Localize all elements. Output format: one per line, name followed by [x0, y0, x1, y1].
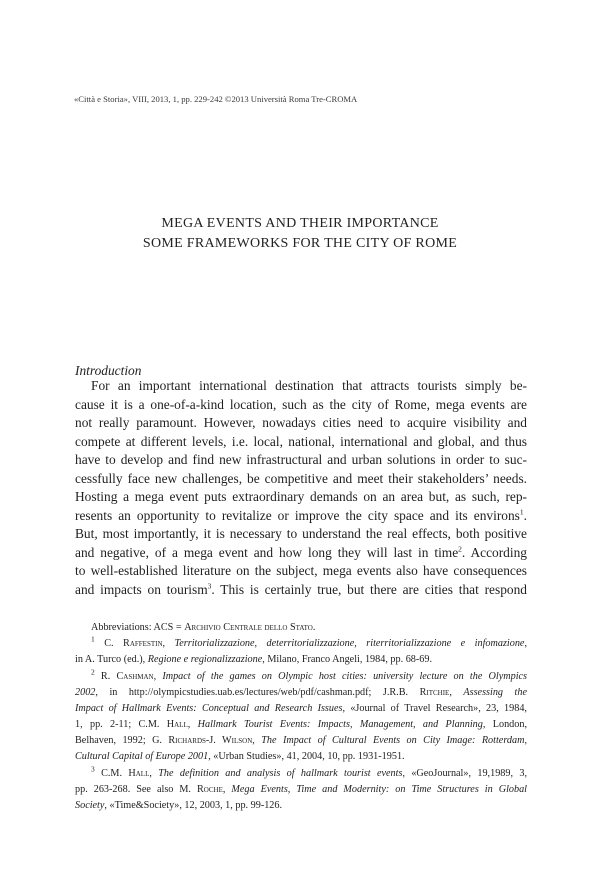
fn-title: Regione e regionalizzazione — [147, 654, 263, 665]
fn-title: Cultural Capital of Europe 2001 — [75, 751, 209, 762]
fn-author: Raffestin — [123, 638, 163, 649]
body-text: . — [523, 507, 527, 523]
fn-text: , — [524, 638, 527, 649]
journal-citation: «Città e Storia», VIII, 2013, 1, pp. 229-242 ©2013 Università Roma Tre-CROMA — [74, 94, 358, 104]
footnote-3-cont — [75, 782, 527, 798]
body-text: and negative, of a mega event and how long they will last in time — [75, 544, 459, 560]
footnote-2-cont — [75, 717, 527, 733]
fn-text: Belhaven, 1992; G. — [75, 735, 169, 746]
fn-title: Assessing the — [463, 687, 527, 698]
fn-author: Cashman — [116, 671, 154, 682]
fn-text: , Milano, Franco Angeli, 1984, pp. 68-69. — [262, 654, 433, 665]
footnote-2-cont — [75, 749, 527, 765]
fn-title: Society — [75, 800, 105, 811]
body-line — [75, 581, 527, 600]
fn-text: , «Time&Society», 12, 2003, 1, pp. 99-126. — [104, 800, 283, 811]
body-line — [75, 507, 527, 526]
fn-text: , London, — [482, 719, 527, 730]
fn-text: , — [222, 784, 232, 795]
body-line: For an important international destination that attracts tourists simply be- — [91, 378, 527, 393]
footnote-2-cont — [75, 685, 527, 701]
fn-text: , — [149, 768, 159, 779]
body-line: cessfully face new challenges, be competitive and meet their stakeholders’ needs. — [75, 470, 527, 486]
fn-text: in A. Turco (ed.), — [75, 654, 148, 665]
footnote-ref: 2 — [458, 544, 462, 554]
fn-author: Richards-J. Wilson — [168, 735, 253, 746]
abbr-value: Archivio Centrale dello Stato — [184, 622, 313, 633]
fn-title: Territorializzazione, deterritorializzazione, riterritorializzazione e infomazione — [174, 638, 525, 649]
body-line: But, most importantly, it is necessary to understand the real effects, both positive — [75, 526, 527, 541]
fn-text: pp. 263-268. See also M. — [75, 784, 197, 795]
fn-title: Mega Events, Time and Modernity: on Time Structures in Global — [231, 784, 528, 795]
body-line: Hosting a mega event puts extraordinary demands on an area but, as such, rep- — [75, 489, 527, 504]
body-text: . According — [461, 544, 527, 560]
body-line: not really paramount. However, nowadays cities need to acquire visibility and — [75, 415, 527, 430]
fn-author: Hall — [166, 719, 188, 730]
fn-title: Hallmark Tourist Events: Impacts, Management, and Planning — [197, 719, 483, 730]
body-line — [75, 544, 527, 563]
fn-title: The definition and analysis of hallmark tourist events — [158, 768, 403, 779]
fn-text: , «Urban Studies», 41, 2004, 10, pp. 1931-1951. — [208, 751, 405, 762]
footnote-3 — [91, 766, 527, 782]
footnote-ref: 3 — [207, 581, 212, 591]
fn-author: Roche — [197, 784, 223, 795]
fn-text: C.M. — [94, 768, 129, 779]
footnote-2 — [91, 669, 527, 685]
footnote-2-cont — [75, 701, 527, 717]
fn-title: The Impact of Cultural Events on City Image: Rotterdam, — [261, 735, 527, 746]
fn-text: , «GeoJournal», 19,1989, 3, — [402, 768, 528, 779]
fn-text: , — [252, 735, 262, 746]
fn-author: Hall — [128, 768, 150, 779]
fn-text: , — [162, 638, 175, 649]
fn-title: Impact of the games on Olympic host cities: university lecture on the Olympics — [162, 671, 528, 682]
fn-text: , — [153, 671, 163, 682]
abbreviations-note — [91, 620, 527, 636]
fn-text: , in http://olympicstudies.uab.es/lectures/web/pdf/cashman.pdf; J.R.B. — [95, 687, 420, 698]
fn-title: 2002 — [75, 687, 96, 698]
footnote-number: 1 — [91, 634, 95, 644]
footnote-3-cont — [75, 798, 527, 814]
fn-text: 1, pp. 2-11; C.M. — [75, 719, 167, 730]
footnote-number: 2 — [91, 667, 95, 677]
body-line: have to develop and find new infrastructural and urban solutions in order to suc- — [75, 452, 527, 467]
body-text: . This is certainly true, but there are cities that respond — [211, 581, 527, 597]
body-text: and impacts on tourism — [75, 581, 208, 597]
footnote-1-cont — [75, 652, 527, 668]
fn-author: Ritchie — [419, 687, 450, 698]
fn-text: , «Journal of Travel Research», 23, 1984, — [342, 703, 527, 714]
body-line: to well-established literature on the subject, mega events also have consequences — [75, 563, 527, 578]
abbr-label: Abbreviations: ACS = — [91, 622, 185, 633]
body-text: resents an opportunity to revitalize or improve the city space and its environs — [75, 507, 520, 523]
article-title-line-2: SOME FRAMEWORKS FOR THE CITY OF ROME — [142, 236, 458, 251]
footnote-1 — [91, 636, 527, 652]
footnote-number: 3 — [91, 764, 95, 774]
abbr-end: . — [312, 622, 316, 633]
fn-text: R. — [94, 671, 117, 682]
fn-text: , — [449, 687, 464, 698]
footnote-ref: 1 — [519, 507, 524, 517]
fn-title: Impact of Hallmark Events: Conceptual and Research Issues — [75, 703, 343, 714]
article-title-line-1: MEGA EVENTS AND THEIR IMPORTANCE — [161, 216, 439, 231]
body-line: compete at different levels, i.e. local, national, international and global, and thus — [75, 433, 527, 449]
section-heading: Introduction — [75, 363, 142, 378]
body-line: cause it is a one-of-a-kind location, such as the city of Rome, mega events are — [75, 396, 527, 412]
fn-text: C. — [94, 638, 124, 649]
fn-text: , — [187, 719, 198, 730]
footnote-2-cont — [75, 733, 527, 749]
